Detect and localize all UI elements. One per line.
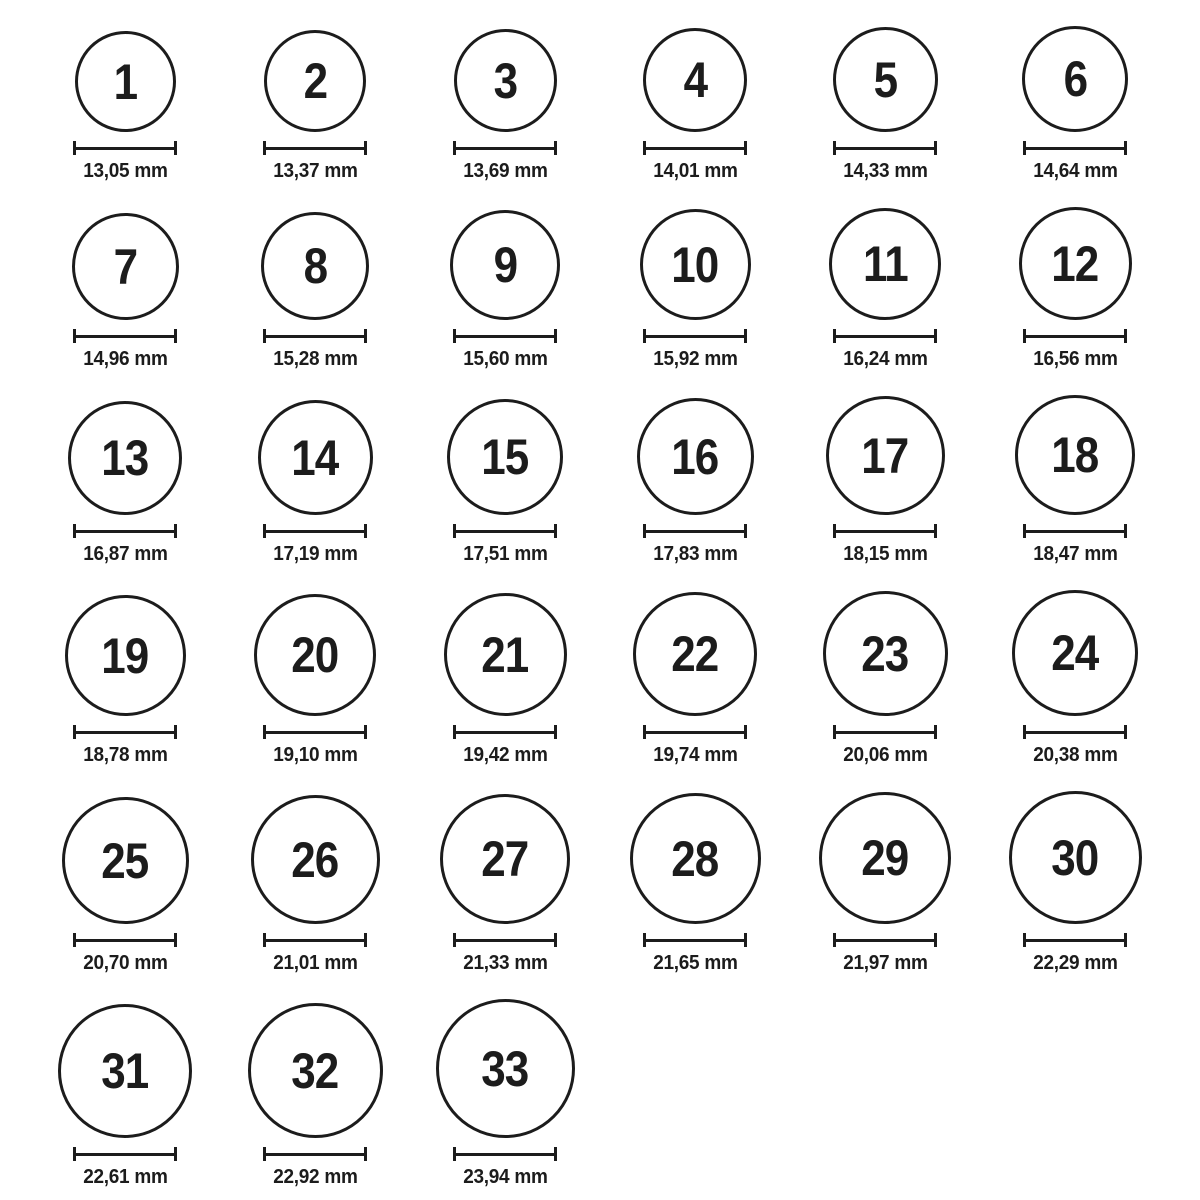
ring-size-item — [1009, 791, 1142, 975]
ring-size-number: 1 — [113, 53, 137, 110]
ring-size-item — [254, 594, 376, 767]
diameter-label: 13,37 mm — [272, 160, 358, 182]
ring-circle — [72, 213, 179, 320]
ring-size-item — [819, 792, 951, 975]
ring-circle — [436, 999, 575, 1138]
ring-size-number: 26 — [291, 831, 339, 888]
ring-circle — [1009, 791, 1142, 924]
ring-circle — [1012, 590, 1138, 716]
ring-size-item — [263, 30, 367, 183]
ring-size-number: 7 — [113, 238, 137, 295]
ring-size-number: 8 — [303, 238, 327, 294]
ring-circle — [264, 30, 366, 132]
diameter-label: 16,24 mm — [842, 348, 928, 370]
diameter-ruler — [643, 329, 747, 343]
diameter-label: 18,47 mm — [1032, 543, 1118, 565]
ring-circle — [640, 209, 751, 320]
diameter-label: 18,15 mm — [842, 543, 928, 565]
ring-size-number: 25 — [101, 832, 149, 889]
ring-size-item — [447, 399, 563, 566]
ring-circle — [261, 212, 369, 320]
ring-size-number: 24 — [1051, 625, 1099, 681]
diameter-label: 21,33 mm — [462, 952, 548, 974]
ring-circle — [630, 793, 761, 924]
diameter-ruler — [833, 329, 937, 343]
diameter-ruler — [833, 725, 937, 739]
ring-size-number: 16 — [671, 428, 719, 485]
diameter-ruler — [73, 933, 177, 947]
diameter-ruler — [263, 933, 367, 947]
diameter-ruler — [1023, 725, 1127, 739]
ring-size-item — [251, 795, 380, 975]
diameter-label: 16,87 mm — [82, 543, 168, 565]
diameter-label: 17,19 mm — [272, 543, 358, 565]
ring-circle — [444, 593, 567, 716]
diameter-label: 21,65 mm — [652, 952, 738, 974]
diameter-ruler — [263, 141, 367, 155]
ring-size-number: 10 — [671, 236, 719, 293]
diameter-label: 18,78 mm — [82, 744, 168, 766]
ring-size-number: 9 — [493, 237, 517, 293]
diameter-label: 19,42 mm — [462, 744, 548, 766]
ring-size-item — [436, 999, 575, 1189]
ring-circle — [1015, 395, 1135, 515]
diameter-ruler — [643, 141, 747, 155]
ring-size-item — [833, 27, 938, 183]
ring-size-number: 17 — [861, 427, 909, 484]
ring-circle — [65, 595, 186, 716]
diameter-ruler — [73, 1147, 177, 1161]
ring-circle — [633, 592, 757, 716]
ring-size-item — [633, 592, 757, 767]
ring-size-item — [1022, 26, 1128, 183]
ring-size-item — [258, 400, 373, 566]
diameter-ruler — [1023, 329, 1127, 343]
ring-circle — [62, 797, 189, 924]
ring-size-number: 4 — [683, 52, 707, 108]
diameter-label: 13,05 mm — [82, 160, 168, 182]
ring-size-number: 30 — [1051, 829, 1099, 886]
ring-circle — [833, 27, 938, 132]
diameter-ruler — [263, 524, 367, 538]
ring-circle — [823, 591, 948, 716]
ring-size-number: 22 — [671, 626, 719, 682]
ring-size-item — [248, 1003, 383, 1189]
diameter-label: 23,94 mm — [462, 1166, 548, 1188]
ring-circle — [447, 399, 563, 515]
diameter-ruler — [73, 329, 177, 343]
ring-size-item — [1019, 207, 1132, 371]
ring-size-number: 31 — [101, 1043, 149, 1099]
ring-circle — [68, 401, 182, 515]
ring-circle — [637, 398, 754, 515]
diameter-label: 20,06 mm — [842, 744, 928, 766]
ring-circle — [819, 792, 951, 924]
diameter-ruler — [453, 524, 557, 538]
ring-size-item — [444, 593, 567, 767]
ring-size-number: 29 — [861, 830, 909, 886]
ring-size-item — [261, 212, 369, 371]
diameter-ruler — [453, 1147, 557, 1161]
ring-size-item — [450, 210, 560, 371]
ring-size-number: 33 — [481, 1040, 529, 1097]
ring-size-number: 19 — [101, 627, 149, 684]
diameter-ruler — [263, 725, 367, 739]
ring-size-number: 13 — [101, 430, 149, 486]
diameter-label: 21,97 mm — [842, 952, 928, 974]
diameter-label: 17,51 mm — [462, 543, 548, 565]
ring-circle — [75, 31, 176, 132]
ring-size-item — [58, 1004, 192, 1189]
ring-circle — [58, 1004, 192, 1138]
ring-size-item — [72, 213, 179, 371]
diameter-ruler — [73, 141, 177, 155]
ring-circle — [826, 396, 945, 515]
diameter-ruler — [1023, 141, 1127, 155]
diameter-label: 22,92 mm — [272, 1166, 358, 1188]
ring-size-number: 28 — [671, 830, 719, 887]
ring-size-item — [829, 208, 941, 371]
diameter-label: 22,29 mm — [1032, 952, 1118, 974]
diameter-ruler — [453, 933, 557, 947]
diameter-label: 14,96 mm — [82, 348, 168, 370]
ring-circle — [254, 594, 376, 716]
ring-size-item — [643, 28, 747, 183]
ring-size-item — [1012, 590, 1138, 767]
diameter-ruler — [263, 1147, 367, 1161]
ring-size-item — [73, 31, 177, 183]
diameter-ruler — [73, 725, 177, 739]
diameter-ruler — [453, 329, 557, 343]
ring-size-number: 32 — [291, 1042, 339, 1099]
diameter-ruler — [643, 725, 747, 739]
diameter-label: 14,01 mm — [652, 160, 738, 182]
ring-size-item — [62, 797, 189, 975]
diameter-label: 14,64 mm — [1032, 160, 1118, 182]
diameter-label: 14,33 mm — [842, 160, 928, 182]
diameter-label: 16,56 mm — [1032, 348, 1118, 370]
ring-size-number: 5 — [873, 51, 897, 108]
ring-size-number: 27 — [481, 831, 529, 887]
ring-circle — [1019, 207, 1132, 320]
ring-circle — [643, 28, 747, 132]
ring-circle — [258, 400, 373, 515]
ring-size-number: 18 — [1051, 427, 1099, 483]
ring-circle — [248, 1003, 383, 1138]
ring-size-item — [440, 794, 570, 975]
diameter-ruler — [1023, 933, 1127, 947]
ring-size-number: 2 — [303, 53, 327, 109]
ring-size-item — [68, 401, 182, 566]
diameter-ruler — [643, 933, 747, 947]
diameter-ruler — [1023, 524, 1127, 538]
diameter-ruler — [453, 725, 557, 739]
diameter-label: 15,28 mm — [272, 348, 358, 370]
diameter-ruler — [643, 524, 747, 538]
ring-circle — [440, 794, 570, 924]
diameter-label: 20,70 mm — [82, 952, 168, 974]
ring-circle — [829, 208, 941, 320]
ring-size-item — [630, 793, 761, 975]
diameter-label: 22,61 mm — [82, 1166, 168, 1188]
ring-size-item — [65, 595, 186, 767]
diameter-ruler — [453, 141, 557, 155]
diameter-label: 15,60 mm — [462, 348, 548, 370]
ring-size-number: 11 — [862, 236, 908, 292]
ring-size-number: 15 — [481, 429, 529, 485]
diameter-label: 13,69 mm — [462, 160, 548, 182]
ring-size-item — [826, 396, 945, 566]
diameter-label: 15,92 mm — [652, 348, 738, 370]
diameter-label: 19,10 mm — [272, 744, 358, 766]
diameter-ruler — [73, 524, 177, 538]
ring-circle — [454, 29, 557, 132]
diameter-label: 21,01 mm — [272, 952, 358, 974]
diameter-ruler — [833, 933, 937, 947]
ring-size-number: 23 — [861, 625, 909, 682]
ring-size-number: 3 — [493, 52, 517, 109]
diameter-ruler — [263, 329, 367, 343]
ring-size-number: 21 — [481, 626, 529, 683]
diameter-label: 19,74 mm — [652, 744, 738, 766]
ring-size-item — [823, 591, 948, 767]
ring-size-number: 14 — [291, 429, 339, 486]
ring-circle — [251, 795, 380, 924]
ring-size-number: 6 — [1063, 51, 1087, 107]
ring-circle — [1022, 26, 1128, 132]
ring-size-number: 12 — [1051, 235, 1099, 292]
ring-size-item — [1015, 395, 1135, 566]
diameter-label: 20,38 mm — [1032, 744, 1118, 766]
ring-size-item — [637, 398, 754, 566]
ring-size-item — [640, 209, 751, 371]
diameter-ruler — [833, 141, 937, 155]
diameter-ruler — [833, 524, 937, 538]
ring-size-number: 20 — [291, 627, 339, 683]
diameter-label: 17,83 mm — [652, 543, 738, 565]
ring-circle — [450, 210, 560, 320]
ring-size-item — [453, 29, 557, 183]
